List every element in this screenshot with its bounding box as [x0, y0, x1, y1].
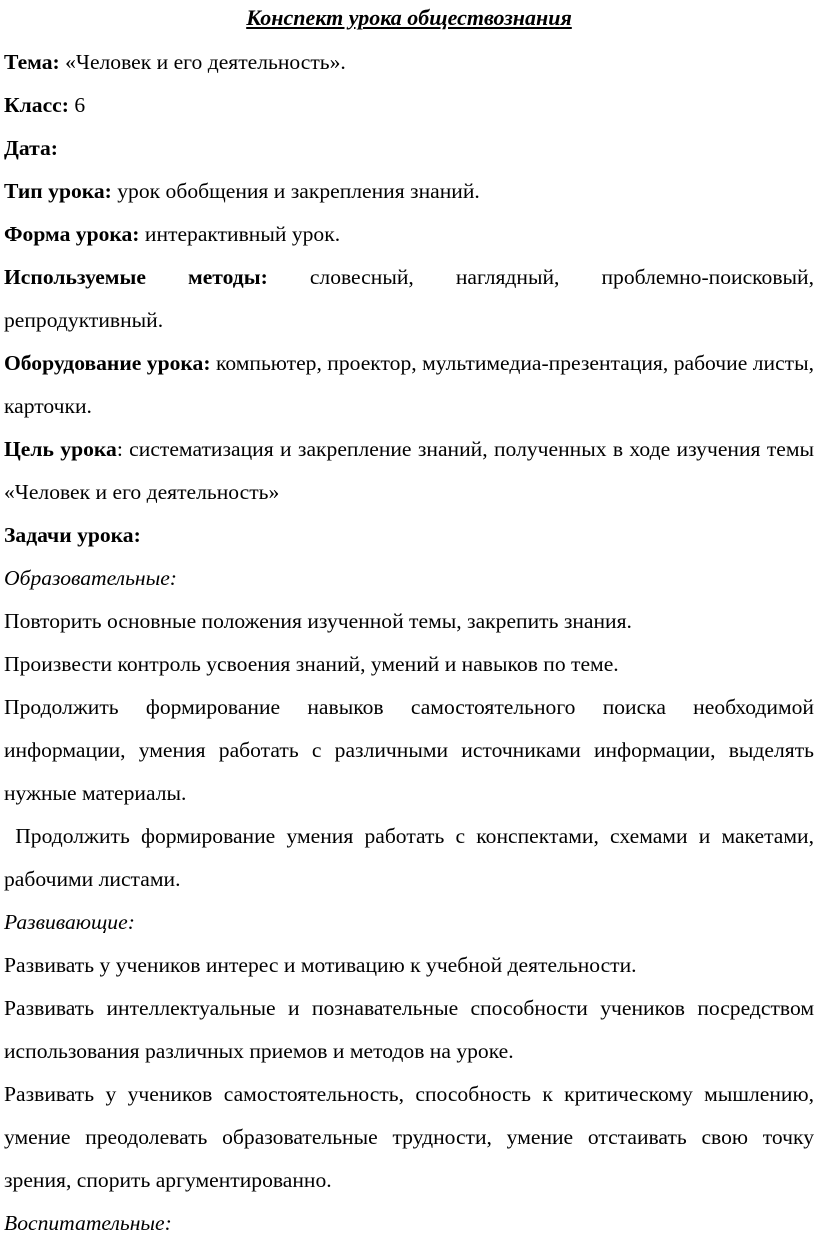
- field-cel: [4, 428, 814, 514]
- list-item: Продолжить формирование умения работать с конспектами, схемами и макетами, рабочими листами.: [4, 824, 815, 891]
- list-item: Развивать интеллектуальные и познавательные способности учеников посредством использования различных приемов и методов на уроке.: [4, 996, 814, 1063]
- field-data: [4, 127, 814, 170]
- field-oborudovanie: [4, 342, 814, 428]
- field-forma: [4, 213, 814, 256]
- field-tip-value: урок обобщения и закрепления знаний.: [111, 179, 480, 203]
- section-heading-obrazovatelnye: Образовательные:: [4, 566, 178, 590]
- field-klass: [4, 84, 814, 127]
- field-metody-label: Используемые методы:: [4, 265, 268, 289]
- field-zadachi: [4, 514, 814, 557]
- field-tema-value: «Человек и его деятельность».: [59, 50, 346, 74]
- field-metody-value: словесный, наглядный, проблемно-поисковый, репродуктивный.: [4, 265, 814, 332]
- document-page: [4, 0, 814, 1245]
- list-item: Произвести контроль усвоения знаний, умений и навыков по теме.: [4, 652, 619, 676]
- field-data-label: Дата:: [4, 136, 58, 160]
- field-cel-value: : систематизация и закрепление знаний, полученных в ходе изучения темы «Человек и его деятельность»: [4, 437, 815, 504]
- document-title: Конспект урока обществознания: [246, 5, 572, 30]
- list-item: Продолжить формирование навыков самостоятельного поиска необходимой информации, умения работать с различными источниками информации, выделять нужные материалы.: [4, 695, 814, 805]
- field-cel-label: Цель урока: [4, 437, 117, 461]
- field-metody: [4, 256, 814, 342]
- section-heading-vospitatelnye: Воспитательные:: [4, 1211, 172, 1235]
- field-forma-label: Форма урока:: [4, 222, 140, 246]
- list-item: Развивать у учеников интерес и мотивацию к учебной деятельности.: [4, 953, 637, 977]
- field-klass-value: 6: [68, 93, 86, 117]
- field-zadachi-label: Задачи урока:: [4, 523, 141, 547]
- field-tema: [4, 41, 814, 84]
- list-item: Повторить основные положения изученной темы, закрепить знания.: [4, 609, 632, 633]
- section-heading-razvivayushchie: Развивающие:: [4, 910, 135, 934]
- field-tip: [4, 170, 814, 213]
- field-tip-label: Тип урока:: [4, 179, 112, 203]
- field-oborudovanie-label: Оборудование урока:: [4, 351, 211, 375]
- field-oborudovanie-value: компьютер, проектор, мультимедиа-презентация, рабочие листы, карточки.: [4, 351, 814, 418]
- list-item: Развивать у учеников самостоятельность, способность к критическому мышлению, умение преодолевать образовательные трудности, умение отстаивать свою точку зрения, спорить аргументированно.: [4, 1082, 814, 1192]
- field-forma-value: интерактивный урок.: [139, 222, 341, 246]
- field-klass-label: Класс:: [4, 93, 69, 117]
- field-tema-label: Тема:: [4, 50, 60, 74]
